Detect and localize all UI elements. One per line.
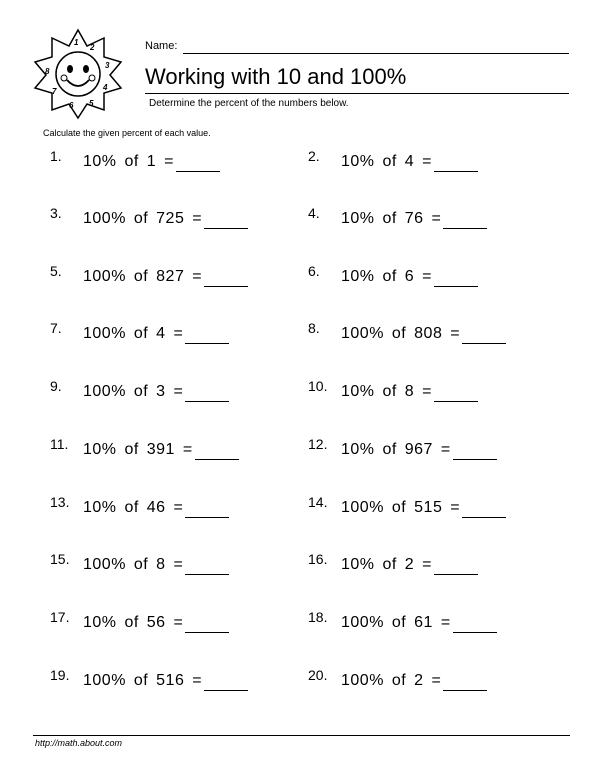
problem-number: 15. (50, 551, 70, 567)
problem-expression: 100% of 516 = (83, 672, 203, 689)
problem-number: 11. (50, 436, 69, 452)
problem-number: 1. (50, 148, 62, 164)
problem-expression: 100% of 827 = (83, 268, 203, 285)
problem-number: 7. (50, 320, 62, 336)
problem-number: 9. (50, 378, 62, 394)
answer-blank[interactable] (434, 556, 478, 575)
problem-number: 3. (50, 205, 62, 221)
problem-expression: 100% of 4 = (83, 325, 184, 342)
logo-number: 8 (45, 67, 50, 76)
problem-number: 10. (308, 378, 328, 394)
problem-expression: 10% of 6 = (341, 268, 432, 285)
answer-blank[interactable] (176, 153, 220, 172)
answer-blank[interactable] (453, 614, 497, 633)
problem-expression: 10% of 967 = (341, 441, 451, 458)
problem-expression: 100% of 61 = (341, 614, 451, 631)
logo-number: 6 (69, 101, 74, 110)
name-label: Name: (145, 40, 178, 52)
problem-expression: 100% of 2 = (341, 672, 442, 689)
problem-number: 2. (308, 148, 320, 164)
answer-blank[interactable] (204, 672, 248, 691)
footer-url[interactable]: http://math.about.com (35, 738, 123, 748)
logo-number: 4 (103, 83, 108, 92)
answer-blank[interactable] (462, 499, 506, 518)
problem-number: 19. (50, 667, 70, 683)
problem-number: 12. (308, 436, 328, 452)
answer-blank[interactable] (185, 499, 229, 518)
problem-expression: 10% of 8 = (341, 383, 432, 400)
page-title: Working with 10 and 100% (145, 64, 407, 89)
problem-number: 14. (308, 494, 328, 510)
answer-blank[interactable] (434, 268, 478, 287)
answer-blank[interactable] (195, 441, 239, 460)
logo-number: 1 (74, 38, 79, 47)
answer-blank[interactable] (443, 210, 487, 229)
answer-blank[interactable] (204, 268, 248, 287)
logo-number: 2 (90, 43, 95, 52)
problem-expression: 10% of 4 = (341, 153, 432, 170)
problem-expression: 100% of 3 = (83, 383, 184, 400)
problem-expression: 10% of 46 = (83, 499, 184, 516)
answer-blank[interactable] (443, 672, 487, 691)
answer-blank[interactable] (434, 153, 478, 172)
answer-blank[interactable] (185, 383, 229, 402)
problem-number: 5. (50, 263, 62, 279)
problem-number: 18. (308, 609, 328, 625)
problem-expression: 100% of 8 = (83, 556, 184, 573)
problem-number: 8. (308, 320, 320, 336)
problem-number: 17. (50, 609, 70, 625)
problem-number: 16. (308, 551, 328, 567)
problem-expression: 10% of 56 = (83, 614, 184, 631)
instructions-text: Calculate the given percent of each value. (43, 128, 211, 138)
problem-expression: 10% of 76 = (341, 210, 442, 227)
page-subtitle: Determine the percent of the numbers below. (149, 98, 349, 109)
answer-blank[interactable] (185, 614, 229, 633)
problem-number: 4. (308, 205, 320, 221)
answer-blank[interactable] (462, 325, 506, 344)
logo-number: 7 (52, 87, 57, 96)
answer-blank[interactable] (185, 325, 229, 344)
logo-number: 3 (105, 61, 110, 70)
problem-expression: 100% of 808 = (341, 325, 461, 342)
problem-number: 13. (50, 494, 70, 510)
problem-expression: 10% of 2 = (341, 556, 432, 573)
problem-expression: 100% of 515 = (341, 499, 461, 516)
problem-expression: 10% of 1 = (83, 153, 174, 170)
answer-blank[interactable] (434, 383, 478, 402)
footer-divider (33, 735, 570, 736)
answer-blank[interactable] (204, 210, 248, 229)
answer-blank[interactable] (185, 556, 229, 575)
answer-blank[interactable] (453, 441, 497, 460)
problem-expression: 100% of 725 = (83, 210, 203, 227)
problem-number: 20. (308, 667, 328, 683)
problem-expression: 10% of 391 = (83, 441, 193, 458)
problem-number: 6. (308, 263, 320, 279)
logo-number: 5 (89, 99, 94, 108)
